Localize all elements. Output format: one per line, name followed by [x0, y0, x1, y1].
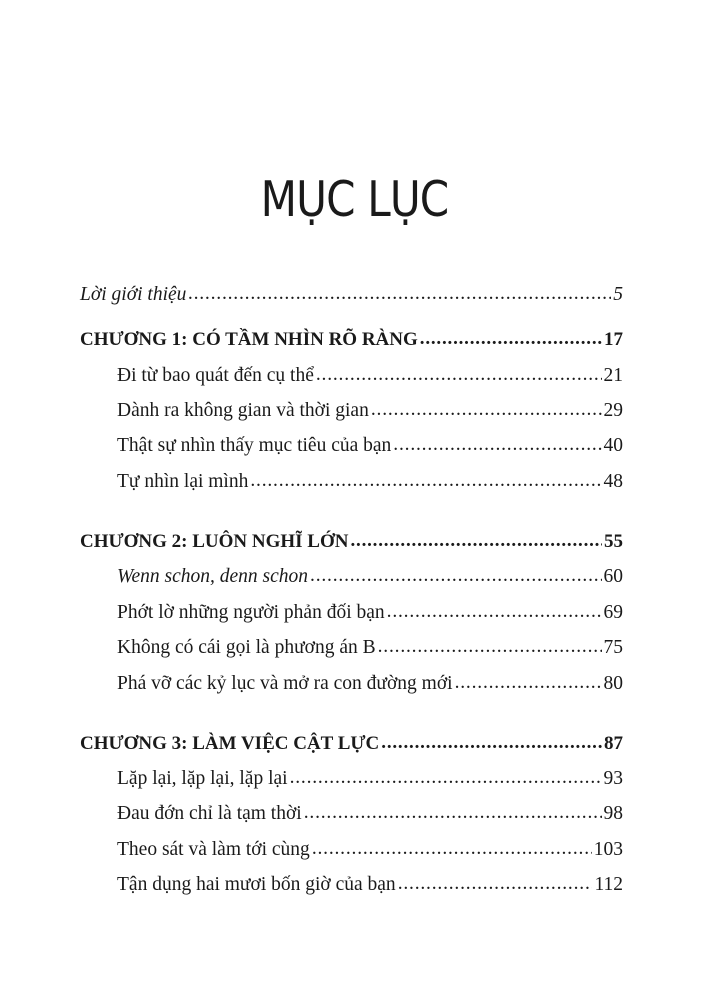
dot-leader [398, 871, 593, 897]
toc-page-number: 5 [613, 284, 623, 305]
dot-leader [312, 836, 592, 862]
toc-section[interactable] [117, 363, 623, 389]
dot-leader [378, 634, 602, 660]
toc-page-number: 112 [594, 874, 623, 895]
toc-page-number: 60 [603, 566, 623, 587]
section-title: Theo sát và làm tới cùng [117, 839, 310, 860]
toc-page-number: 98 [603, 803, 623, 824]
toc-page-number: 75 [603, 637, 623, 658]
toc-page-number: 29 [603, 400, 623, 421]
section-title: Wenn schon, denn schon [117, 566, 309, 587]
toc-page-number: 21 [603, 365, 623, 386]
section-title: Tự nhìn lại mình [117, 471, 249, 492]
dot-leader [250, 468, 601, 494]
toc-page-number: 80 [603, 673, 623, 694]
toc-page-number: 55 [604, 531, 623, 552]
toc-chapter-3[interactable] [80, 731, 623, 757]
chapter-title: CHƯƠNG 1: CÓ TẦM NHÌN RÕ RÀNG [80, 329, 418, 350]
toc-page-number: 69 [603, 602, 623, 623]
toc-page-number: 17 [604, 329, 623, 350]
dot-leader [381, 730, 602, 756]
section-title: Phớt lờ những người phản đối bạn [117, 602, 385, 623]
dot-leader [310, 563, 601, 589]
toc-page-number: 40 [603, 435, 623, 456]
section-title: Đau đớn chỉ là tạm thời [117, 803, 302, 824]
dot-leader [316, 362, 602, 388]
toc-section[interactable] [117, 837, 623, 863]
toc-section[interactable] [117, 801, 623, 827]
chapter-title: CHƯƠNG 2: LUÔN NGHĨ LỚN [80, 531, 349, 552]
toc-page-number: 87 [604, 733, 623, 754]
toc-entry-label: Lời giới thiệu [80, 284, 187, 305]
toc-section[interactable] [117, 469, 623, 495]
dot-leader [393, 432, 601, 458]
toc-page-number: 103 [593, 839, 623, 860]
dot-leader [188, 281, 611, 307]
toc-section[interactable] [117, 872, 623, 898]
chapter-title: CHƯƠNG 3: LÀM VIỆC CẬT LỰC [80, 733, 380, 754]
toc-chapter-2[interactable] [80, 529, 623, 555]
section-title: Lặp lại, lặp lại, lặp lại [117, 768, 288, 789]
dot-leader [387, 599, 602, 625]
section-title: Đi từ bao quát đến cụ thể [117, 365, 314, 386]
dot-leader [304, 800, 602, 826]
dot-leader [455, 670, 602, 696]
toc-section[interactable] [117, 766, 623, 792]
toc-section[interactable] [117, 398, 623, 424]
page-title: MỤC LỤC [260, 170, 449, 228]
dot-leader [371, 397, 602, 423]
section-title: Tận dụng hai mươi bốn giờ của bạn [117, 874, 396, 895]
toc-section[interactable] [117, 671, 623, 697]
toc-chapter-1[interactable] [80, 327, 623, 353]
section-title: Phá vỡ các kỷ lục và mở ra con đường mới [117, 673, 453, 694]
dot-leader [350, 528, 602, 554]
dot-leader [290, 765, 602, 791]
section-title: Không có cái gọi là phương án B [117, 637, 376, 658]
section-title: Dành ra không gian và thời gian [117, 400, 369, 421]
toc-section[interactable] [117, 635, 623, 661]
toc-page-number: 93 [603, 768, 623, 789]
toc-section[interactable] [117, 600, 623, 626]
toc-section[interactable] [117, 564, 623, 590]
section-title: Thật sự nhìn thấy mục tiêu của bạn [117, 435, 392, 456]
toc-page-number: 48 [603, 471, 623, 492]
toc-entry-intro[interactable] [80, 282, 623, 308]
toc-section[interactable] [117, 433, 623, 459]
dot-leader [420, 326, 602, 352]
